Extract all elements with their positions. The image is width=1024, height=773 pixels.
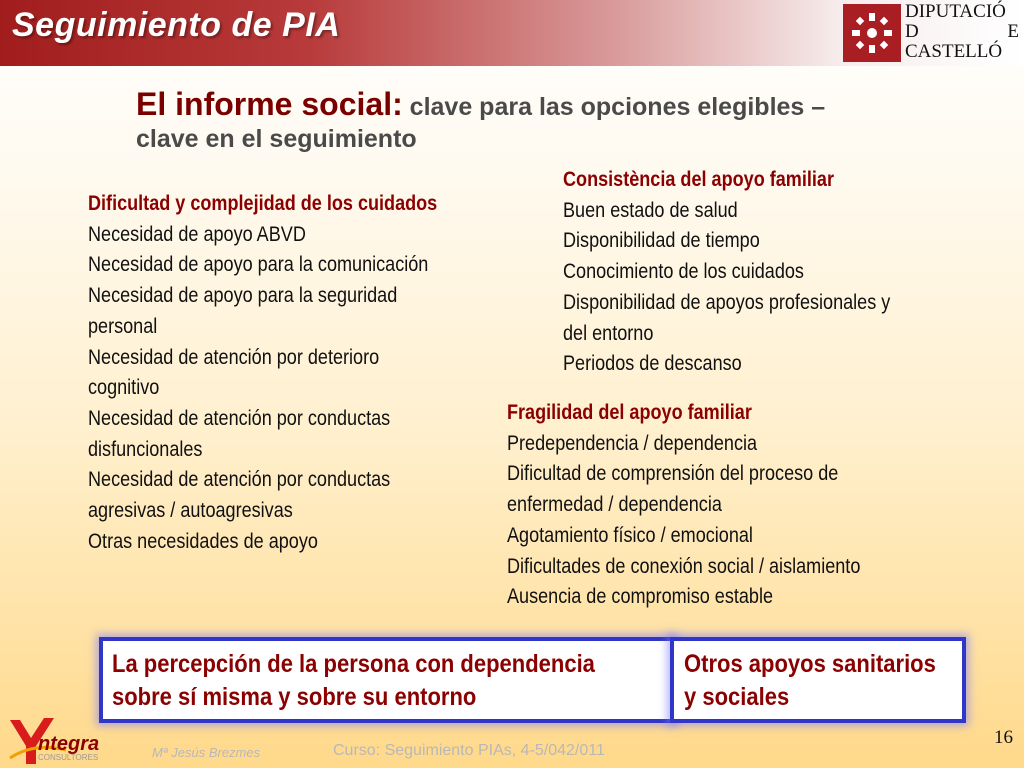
care-difficulty-heading: Dificultad y complejidad de los cuidados [88,192,438,215]
list-item: cognitivo [88,376,160,400]
list-item: personal [88,314,158,338]
other-support-line-2: y sociales [684,683,790,711]
logo-line-2 [905,22,1019,42]
integra-logo [4,712,124,768]
care-difficulty-block [88,189,437,557]
logo-line-2-left: D [905,21,919,42]
list-item: Necesidad de atención por conductas [88,406,391,430]
logo-line-2-right: E [1007,21,1019,42]
list-item: del entorno [563,321,654,345]
list-item: Dificultades de conexión social / aislamiento [507,554,861,578]
list-item: Predependencia / dependencia [507,431,758,455]
list-item: Conocimiento de los cuidados [563,260,804,284]
list-item: Necesidad de apoyo para la seguridad [88,284,398,308]
family-support-consistency-block [563,165,890,380]
slide-header-title: Seguimiento de PIA [12,6,341,44]
self-perception-line-1: La percepción de la persona con dependencia [112,650,595,678]
title-line-2: clave en el seguimiento [136,125,417,153]
title-part-2: clave para las opciones elegibles – [402,93,826,121]
integra-logo-sub: CONSULTORES [38,753,99,762]
list-item: Disponibilidad de tiempo [563,229,760,253]
list-item: Necesidad de apoyo para la comunicación [88,253,429,277]
other-support-line-1: Otros apoyos sanitarios [684,650,936,678]
list-item: Disponibilidad de apoyos profesionales y [563,290,891,314]
family-support-consistency-heading: Consistència del apoyo familiar [563,168,834,191]
list-item: Agotamiento físico / emocional [507,523,753,547]
footer-course: Curso: Seguimiento PIAs, 4-5/042/011 [333,742,605,759]
diputacio-logo-emblem [843,4,901,62]
self-perception-text [112,648,595,714]
list-item: Necesidad de atención por deterioro [88,345,380,369]
list-item: Necesidad de apoyo ABVD [88,222,306,246]
integra-logo-main: ntegra [38,733,100,755]
logo-line-3: CASTELLÓ [905,41,1003,62]
list-item: Buen estado de salud [563,198,738,222]
title-part-1: El informe social: [136,86,403,122]
integra-logo-icon [4,712,124,768]
footer-author: Mª Jesús Brezmes [152,745,261,760]
logo-line-1: DIPUTACIÓ [905,1,1006,22]
list-item: disfuncionales [88,437,203,461]
slide-title [136,86,936,154]
self-perception-line-2: sobre sí misma y sobre su entorno [112,683,477,711]
page-number: 16 [994,727,1013,748]
list-item: agresivas / autoagresivas [88,499,293,523]
list-item: Otras necesidades de apoyo [88,529,318,553]
diputacio-logo-text [905,2,1019,62]
list-item: Dificultad de comprensión del proceso de [507,462,839,486]
list-item: Periodos de descanso [563,352,742,376]
family-support-fragility-heading: Fragilidad del apoyo familiar [507,401,752,424]
list-item: Ausencia de compromiso estable [507,585,774,609]
other-support-text [684,648,936,714]
family-support-fragility-block [507,398,860,613]
emblem-icon [843,4,901,62]
list-item: enfermedad / dependencia [507,493,722,517]
list-item: Necesidad de atención por conductas [88,468,391,492]
